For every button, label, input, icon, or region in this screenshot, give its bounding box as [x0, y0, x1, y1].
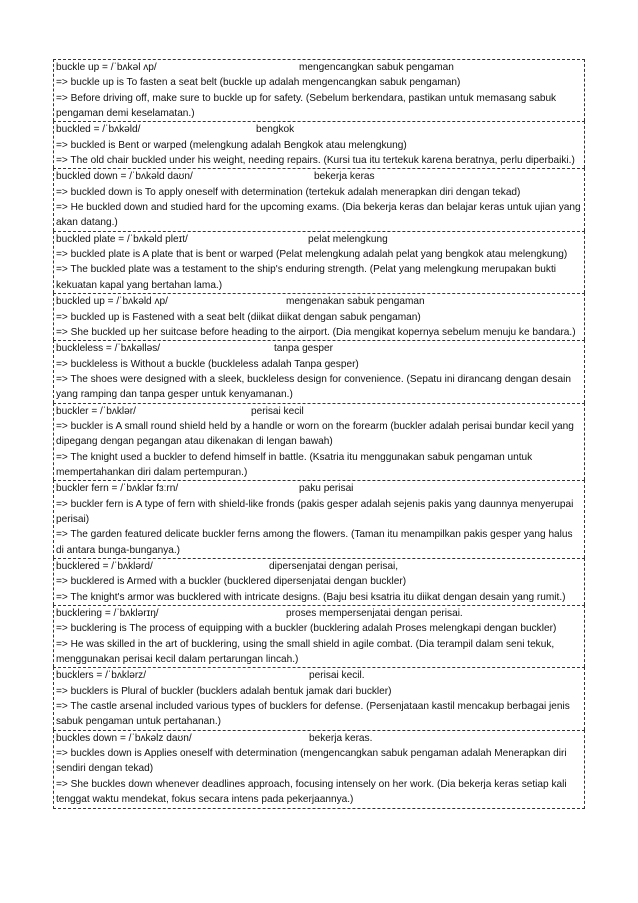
entry-header: [55, 668, 583, 683]
entry-header: [55, 169, 583, 184]
entry-bucklering: [53, 605, 585, 667]
entry-translation: bekerja keras.: [309, 732, 373, 744]
entry-header: [55, 122, 583, 137]
entry-term: buckled up = /ˈbʌkəld ʌp/: [56, 296, 168, 308]
entry-buckled-down: [53, 168, 585, 230]
entry-buckled-up: [53, 293, 585, 340]
entry-example: => She buckled up her suitcase before heading to the airport. (Dia mengikat kopernya sebelum menuju ke bandara.): [56, 326, 576, 338]
entry-translation: bengkok: [256, 124, 295, 136]
entry-header: [55, 404, 583, 419]
entry-definition: => buckles down is Applies oneself with determination (mengencangkan sabuk pengaman adalah Menerapkan diri sendiri dengan tekad): [56, 748, 567, 775]
entry-term: bucklered = /ˈbʌklərd/: [56, 561, 153, 572]
entry-term: bucklering = /ˈbʌklərɪŋ/: [56, 608, 159, 620]
entry-translation: proses mempersenjatai dengan perisai.: [286, 608, 463, 620]
entry-buckled: [53, 121, 585, 168]
entry-translation: tanpa gesper: [274, 343, 333, 355]
entry-header: [55, 341, 583, 356]
entry-buckled-plate: [53, 231, 585, 293]
entry-example: => The garden featured delicate buckler ferns among the flowers. (Taman itu menampilkan pakis gesper yang halus di antara bunga-bunganya.): [56, 529, 573, 556]
entry-translation: dipersenjatai dengan perisai,: [269, 561, 399, 572]
entry-term: buckled down = /ˈbʌkəld daʊn/: [56, 171, 193, 183]
entry-example: => The knight's armor was bucklered with intricate designs. (Baju besi ksatria itu diikat dengan desain yang rumit.): [56, 591, 566, 603]
entry-term: buckles down = /ˈbʌkəlz daʊn/: [56, 732, 192, 744]
entry-buckler: [53, 403, 585, 481]
entry-header: [55, 232, 583, 247]
entry-definition: => buckleless is Without a buckle (buckleless adalah Tanpa gesper): [56, 358, 359, 370]
entry-translation: mengencangkan sabuk pengaman: [299, 62, 454, 73]
entry-definition: => bucklering is The process of equipping with a buckler (bucklering adalah Proses melengkapi dengan buckler): [56, 623, 557, 635]
entry-term: bucklers = /ˈbʌklərz/: [56, 670, 147, 682]
entry-buckler-fern: [53, 480, 585, 558]
entry-definition: => buckled down is To apply oneself with determination (tertekuk adalah menerapkan diri dengan tekad): [56, 186, 521, 198]
entry-example: => The knight used a buckler to defend himself in battle. (Ksatria itu menggunakan sabuk pengaman untuk mempertahankan diri dalam pertempuran.): [56, 451, 533, 478]
entry-translation: bekerja keras: [314, 171, 375, 183]
entry-translation: perisai kecil: [251, 405, 304, 417]
entry-translation: perisai kecil.: [309, 670, 365, 682]
entry-example: => Before driving off, make sure to buckle up for safety. (Sebelum berkendara, pastikan untuk memasang sabuk pengaman demi keselamatan.): [56, 92, 557, 120]
entry-term: buckleless = /ˈbʌkəlləs/: [56, 343, 161, 355]
entry-header: [55, 559, 583, 574]
entry-term: buckler = /ˈbʌklər/: [56, 405, 136, 417]
entry-translation: pelat melengkung: [308, 233, 388, 245]
entry-term: buckled = /ˈbʌkəld/: [56, 124, 141, 136]
entry-example: => He buckled down and studied hard for the upcoming exams. (Dia bekerja keras dan belajar keras untuk ujian yang akan datang.): [56, 202, 581, 229]
entry-definition: => buckled up is Fastened with a seat belt (diikat diikat dengan sabuk pengaman): [56, 311, 421, 323]
entry-translation: mengenakan sabuk pengaman: [286, 296, 425, 308]
entry-example: => The castle arsenal included various types of bucklers for defense. (Persenjataan kastil mencakup berbagai jenis sabuk pengaman untuk pertahanan.): [56, 701, 570, 728]
entry-buckleless: [53, 340, 585, 402]
entry-definition: => buckler fern is A type of fern with shield-like fronds (pakis gesper adalah sejenis pakis yang daunnya menyerupai perisai): [56, 498, 574, 525]
entry-header: [55, 731, 583, 746]
entry-term: buckled plate = /ˈbʌkəld pleɪt/: [56, 233, 188, 245]
entry-example: => The old chair buckled under his weight, needing repairs. (Kursi tua itu tertekuk karena beratnya, perlu diperbaiki.): [56, 155, 575, 167]
entry-definition: => buckled is Bent or warped (melengkung adalah Bengkok atau melengkung): [56, 139, 407, 151]
entry-header: [55, 294, 583, 309]
entry-term: buckle up = /ˈbʌkəl ʌp/: [56, 62, 157, 73]
entry-term: buckler fern = /ˈbʌklər fɜːrn/: [56, 483, 179, 495]
entry-header: [55, 481, 583, 496]
entry-definition: => bucklers is Plural of buckler (bucklers adalah bentuk jamak dari buckler): [56, 685, 392, 697]
entry-definition: => buckle up is To fasten a seat belt (buckle up adalah mengencangkan sabuk pengaman): [56, 77, 461, 89]
entry-definition: => bucklered is Armed with a buckler (bucklered dipersenjatai dengan buckler): [56, 576, 407, 588]
entry-bucklers: [53, 667, 585, 729]
dictionary-page: [53, 59, 585, 809]
entry-example: => He was skilled in the art of bucklering, using the small shield in agile combat. (Dia terampil dalam seni tekuk, menggunakan perisai kecil dalam pertarungan lincah.): [56, 638, 555, 666]
entry-definition: => buckled plate is A plate that is bent or warped (Pelat melengkung adalah pelat yang bengkok atau melengkung): [56, 249, 568, 261]
entry-example: => She buckles down whenever deadlines approach, focusing intensely on her work. (Dia bekerja keras setiap kali tenggat waktu mendekat, fokus secara intens pada pekerjaannya.): [56, 778, 567, 806]
entry-bucklered: [53, 558, 585, 605]
entry-buckle-up: [53, 59, 585, 121]
entry-example: => The buckled plate was a testament to the ship's enduring strength. (Pelat yang melengkung merupakan bukti kekuatan kapal yang bertahan lama.): [56, 264, 557, 291]
entry-header: [55, 606, 583, 621]
entry-buckles-down: [53, 730, 585, 809]
entry-definition: => buckler is A small round shield held by a handle or worn on the forearm (buckler adalah perisai bundar kecil yang dipegang dengan pegangan atau dikenakan di lengan bawah): [56, 420, 574, 448]
entry-header: [55, 60, 583, 75]
entry-example: => The shoes were designed with a sleek, buckleless design for convenience. (Sepatu ini dirancang dengan desain yang ramping dan tanpa gesper untuk kenyamanan.): [56, 373, 571, 401]
entry-translation: paku perisai: [299, 483, 354, 495]
